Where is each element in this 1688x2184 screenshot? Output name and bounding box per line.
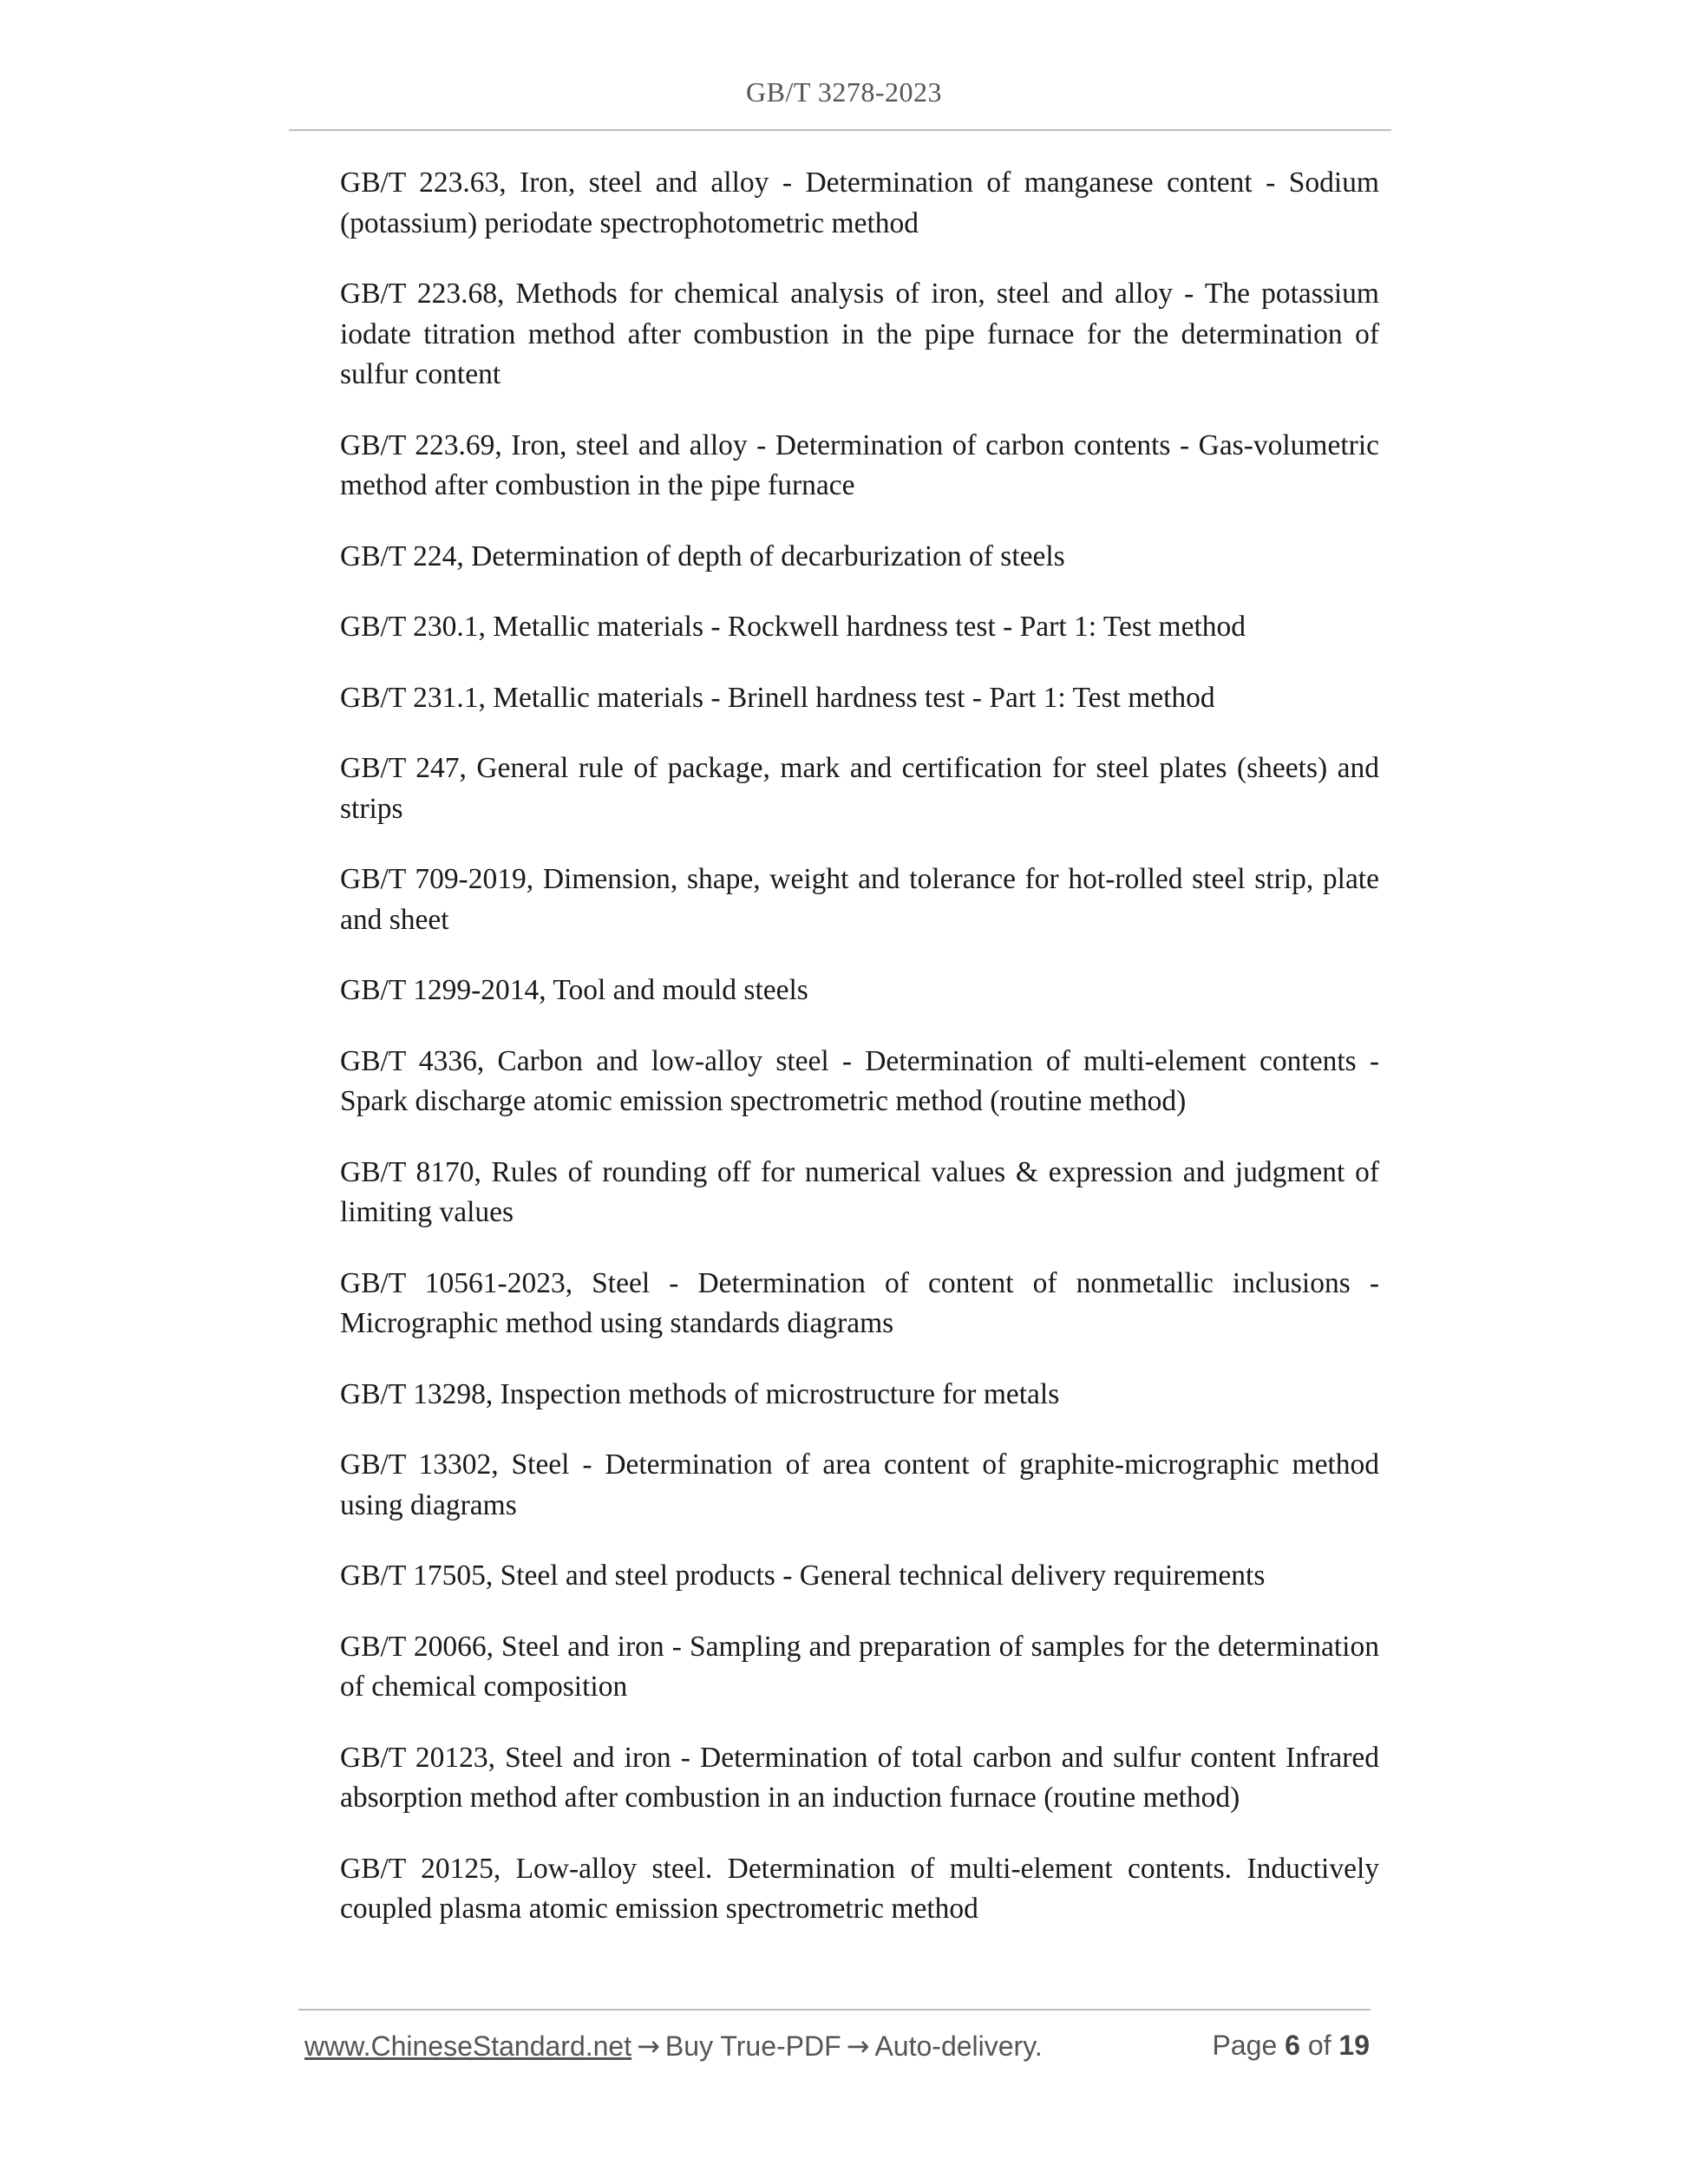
reference-item: GB/T 231.1, Metallic materials - Brinell hardness test - Part 1: Test method xyxy=(340,681,1215,714)
reference-item: GB/T 709-2019, Dimension, shape, weight and tolerance for hot-rolled steel strip, plate and sheet xyxy=(340,863,1379,936)
reference-item: GB/T 1299-2014, Tool and mould steels xyxy=(340,974,808,1006)
reference-item: GB/T 20066, Steel and iron - Sampling and preparation of samples for the determination of chemical composition xyxy=(340,1630,1379,1703)
reference-item: GB/T 223.69, Iron, steel and alloy - Determination of carbon contents - Gas-volumetric method after combustion in the pipe furnace xyxy=(340,428,1379,501)
reference-item: GB/T 20123, Steel and iron - Determination of total carbon and sulfur content Infrared absorption method after combustion in an induction furnace (routine method) xyxy=(340,1741,1379,1814)
current-page-number: 6 xyxy=(1285,2030,1300,2061)
reference-item: GB/T 13298, Inspection methods of microstructure for metals xyxy=(340,1377,1060,1410)
document-header-title: GB/T 3278-2023 xyxy=(746,76,942,108)
reference-item: GB/T 223.63, Iron, steel and alloy - Determination of manganese content - Sodium (potassium) periodate spectrophotometric method xyxy=(340,167,1379,239)
page-label: Page xyxy=(1212,2030,1278,2061)
reference-item: GB/T 8170, Rules of rounding off for numerical values & expression and judgment of limiting values xyxy=(340,1155,1379,1228)
reference-item: GB/T 17505, Steel and steel products - General technical delivery requirements xyxy=(340,1560,1266,1592)
reference-item: GB/T 224, Determination of depth of decarburization of steels xyxy=(340,539,1065,572)
reference-item: GB/T 230.1, Metallic materials - Rockwell hardness test - Part 1: Test method xyxy=(340,611,1246,643)
page-indicator xyxy=(1213,2030,1370,2062)
reference-item: GB/T 10561-2023, Steel - Determination of content of nonmetallic inclusions - Micrographic method using standards diagrams xyxy=(340,1266,1379,1339)
chinesestandard-link[interactable]: www.ChineseStandard.net xyxy=(304,2030,632,2062)
reference-item: GB/T 223.68, Methods for chemical analysis of iron, steel and alloy - The potassium iodate titration method after combustion in the pipe furnace for the determination of sulfur content xyxy=(340,278,1379,390)
normative-references-list xyxy=(340,163,1379,1960)
of-label: of xyxy=(1307,2030,1331,2061)
reference-item: GB/T 13302, Steel - Determination of area content of graphite-micrographic method using diagrams xyxy=(340,1448,1379,1521)
arrow-right-icon: → xyxy=(846,2030,870,2063)
total-pages-number: 19 xyxy=(1338,2030,1370,2061)
footer-promo xyxy=(304,2030,1043,2063)
arrow-right-icon: → xyxy=(637,2030,660,2063)
reference-item: GB/T 4336, Carbon and low-alloy steel - Determination of multi-element contents - Spark discharge atomic emission spectrometric method (routine method) xyxy=(340,1044,1379,1117)
auto-delivery-text: Auto-delivery. xyxy=(874,2030,1043,2062)
reference-item: GB/T 20125, Low-alloy steel. Determination of multi-element contents. Inductively coupled plasma atomic emission spectrometric method xyxy=(340,1852,1379,1925)
header-divider xyxy=(289,129,1391,131)
reference-item: GB/T 247, General rule of package, mark and certification for steel plates (sheets) and strips xyxy=(340,752,1379,825)
footer-divider xyxy=(298,2009,1371,2011)
buy-true-pdf-text: Buy True-PDF xyxy=(664,2030,841,2062)
